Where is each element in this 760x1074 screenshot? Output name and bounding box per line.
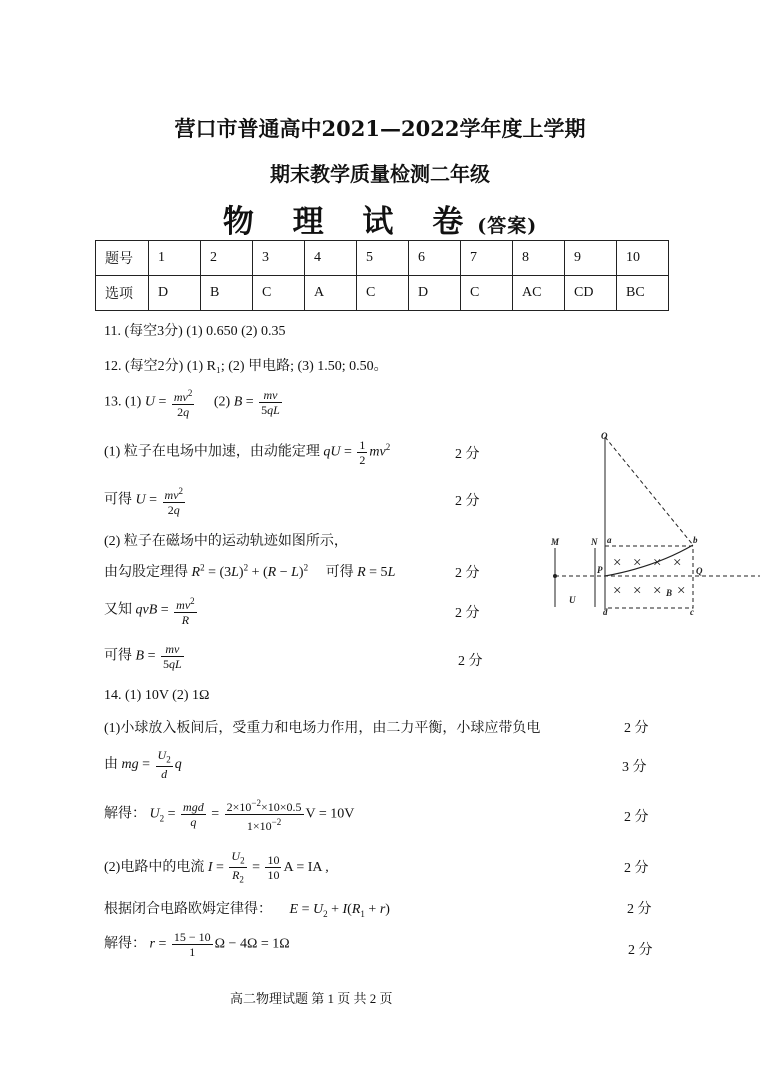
svg-text:×: × [653, 583, 662, 599]
q14-line2: 由 mg = $\frac{U_2}{d}$ q [104, 748, 182, 782]
q14-line3: 解得： $U_2$ = $\frac{\text{mgd}}{q}$ = $\frac{2\times 10^{-2}\times 10\times 0.5}{1\times 10^{-2}}$ V = 10V [104, 798, 355, 833]
table-cell: AC [513, 276, 565, 311]
q13-step1: (1) 粒子在电场中加速，由动能定理 qU = $\frac{1}{2}$ $mv^2$ [104, 438, 391, 467]
source-point [553, 574, 557, 578]
svg-text:×: × [633, 555, 642, 571]
label-b: b [693, 535, 698, 545]
svg-text:×: × [633, 583, 642, 599]
table-cell: 8 [513, 241, 565, 276]
label-u: U [569, 595, 576, 605]
score: 2 分 [455, 447, 480, 462]
table-cell: C [461, 276, 513, 311]
label-m: M [551, 537, 560, 547]
score: 2 分 [628, 943, 653, 958]
table-cell: 10 [617, 241, 669, 276]
label-c: c [690, 607, 694, 617]
svg-text:×: × [613, 583, 622, 599]
svg-text:×: × [613, 555, 622, 571]
title-suffix: (答案) [477, 215, 538, 237]
table-cell: B [201, 276, 253, 311]
svg-text:×: × [677, 583, 686, 599]
table-cell: BC [617, 276, 669, 311]
table-row-numbers [96, 241, 669, 276]
table-cell: C [357, 276, 409, 311]
q14-line1: (1)小球放入板间后，受重力和电场力作用，由二力平衡，小球应带负电 [104, 721, 541, 736]
label-p: P [597, 565, 603, 575]
score: 2 分 [455, 566, 480, 581]
label-o: O [601, 431, 608, 441]
q13-step4: 由勾股定理得 $R^2 = (3L)^2 + (R - L)^2$ 可得 R = 5L [104, 562, 396, 580]
table-cell: 3 [253, 241, 305, 276]
q11-line: 11. (每空3分) (1) 0.650 (2) 0.35 [104, 324, 286, 339]
table-cell: 2 [201, 241, 253, 276]
q13-step3: (2) 粒子在磁场中的运动轨迹如图所示， [104, 534, 348, 549]
q13-step2: 可得 U = $\frac{mv^2}{2q}$ [104, 486, 184, 517]
row-label-answer: 选项 [96, 276, 149, 311]
score: 2 分 [627, 902, 652, 917]
q14-line6-prefix: 解得： [104, 936, 146, 952]
q14-line4-prefix: (2)电路中的电流 [104, 860, 205, 876]
table-cell: A [305, 276, 357, 311]
label-q: Q [696, 566, 703, 576]
title-main-text: 物 理 试 卷 [222, 204, 478, 240]
q14-line4: (2)电路中的电流 I = $\frac{U_2}{R_2}$ = $\frac{10}{10}$ A = IA , [104, 849, 329, 885]
q13-step5-text: 又知 [104, 602, 132, 618]
q14-line6: 解得： r = $\frac{15 - 10}{1}$ Ω − 4Ω = 1Ω [104, 930, 290, 959]
title-line1: 营口市普通高中2021—2022学年度上学期 [174, 116, 586, 141]
table-cell: 5 [357, 241, 409, 276]
svg-text:×: × [653, 555, 662, 571]
q14-line2-prefix: 由 [104, 756, 118, 772]
table-cell: D [409, 276, 461, 311]
title-main [0, 196, 760, 241]
score: 2 分 [458, 654, 483, 669]
label-a: a [607, 535, 612, 545]
table-cell: 9 [565, 241, 617, 276]
q14-line5: 根据闭合电路欧姆定律得： $E = U_2 + I(R_1 + r)$ [104, 902, 390, 919]
label-n: N [591, 537, 598, 547]
table-cell: 4 [305, 241, 357, 276]
svg-text:×: × [673, 555, 682, 571]
q13-step6-text: 可得 [104, 648, 132, 664]
page-footer: 高二物理试题 第 1 页 共 2 页 [230, 991, 393, 1006]
table-cell: 1 [149, 241, 201, 276]
table-cell: D [149, 276, 201, 311]
answer-table [95, 240, 669, 311]
score: 2 分 [455, 494, 480, 509]
score: 2 分 [624, 810, 649, 825]
q13-head-prefix: 13. (1) [104, 394, 142, 410]
magnetic-field-diagram [545, 425, 760, 620]
table-row-answers [96, 276, 669, 311]
q13-step5: 又知 qvB = $\frac{mv^2}{R}$ [104, 596, 195, 627]
score: 2 分 [624, 861, 649, 876]
label-b-field: B [666, 588, 673, 598]
field-crosses [613, 555, 685, 599]
table-cell: 6 [409, 241, 461, 276]
q13-step6: 可得 B = $\frac{mv}{5qL}$ [104, 642, 182, 671]
q14-head: 14. (1) 10V (2) 1Ω [104, 688, 210, 703]
row-label-number: 题号 [96, 241, 149, 276]
score: 3 分 [622, 760, 647, 775]
score: 2 分 [624, 721, 649, 736]
q14-line5-prefix: 根据闭合电路欧姆定律得： [104, 902, 272, 917]
table-cell: C [253, 276, 305, 311]
q13-step1-text: (1) 粒子在电场中加速，由动能定理 [104, 444, 320, 460]
q13-step4-text: 由勾股定理得 [104, 565, 188, 580]
q13-head: 13. (1) U = $\frac{mv^2}{2q}$ (2) B = $\frac{mv}{5qL}$ [104, 388, 280, 419]
score: 2 分 [455, 606, 480, 621]
table-cell: 7 [461, 241, 513, 276]
title-line2: 期末教学质量检测二年级 [270, 162, 490, 186]
label-d: d [603, 607, 608, 617]
q13-step2-text: 可得 [104, 492, 132, 508]
q13-step4-mid: 可得 [325, 565, 354, 580]
q12-line: 12. (每空2分) (1) R₁; (2) 甲电路; (3) 1.50; 0.50。 [104, 359, 388, 374]
q13-head-part2: (2) [213, 394, 231, 410]
q14-line3-prefix: 解得： [104, 806, 146, 822]
radius-line [605, 437, 693, 545]
table-cell: CD [565, 276, 617, 311]
